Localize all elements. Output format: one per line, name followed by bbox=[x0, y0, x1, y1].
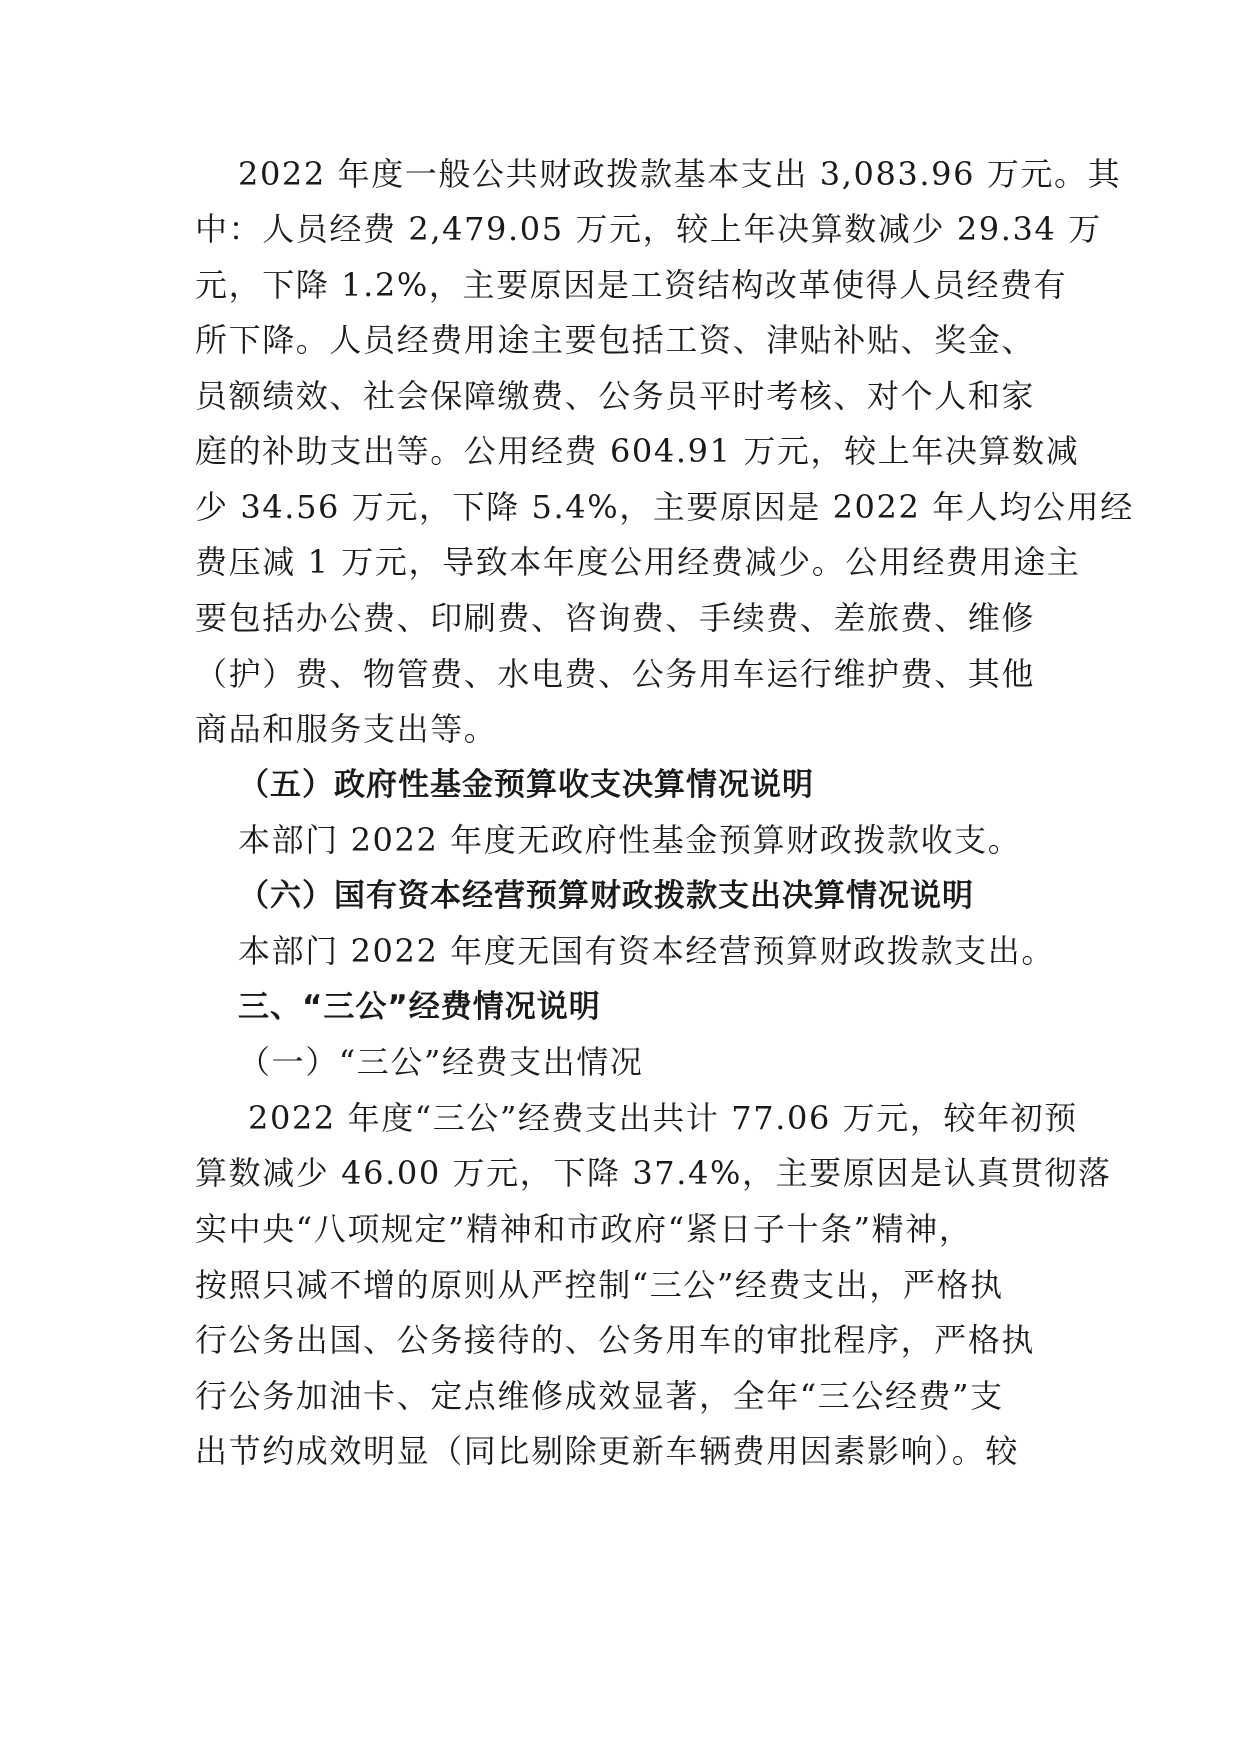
chapter-heading-3: 三、“三公”经费情况说明 bbox=[238, 989, 601, 1025]
paragraph-line: 少 34.56 万元，下降 5.4%，主要原因是 2022 年人均公用经 bbox=[195, 488, 1134, 526]
paragraph-line: （护）费、物管费、水电费、公务用车运行维护费、其他 bbox=[195, 655, 1036, 693]
paragraph-line: 实中央“八项规定”精神和市政府“紧日子十条”精神， bbox=[195, 1210, 973, 1248]
paragraph-line: 商品和服务支出等。 bbox=[195, 710, 498, 748]
paragraph-line: 出节约成效明显（同比剔除更新车辆费用因素影响）。较 bbox=[195, 1432, 1020, 1470]
paragraph-line: 员额绩效、社会保障缴费、公务员平时考核、对个人和家 bbox=[195, 377, 1036, 415]
paragraph-line: 按照只减不增的原则从严控制“三公”经费支出，严格执 bbox=[195, 1266, 1004, 1304]
paragraph-line: 行公务加油卡、定点维修成效显著，全年“三公经费”支 bbox=[195, 1377, 1004, 1415]
paragraph-line: 庭的补助支出等。公用经费 604.91 万元，较上年决算数减 bbox=[195, 432, 1080, 470]
paragraph-line: 要包括办公费、印刷费、咨询费、手续费、差旅费、维修 bbox=[195, 599, 1036, 637]
paragraph-line: 所下降。人员经费用途主要包括工资、津贴补贴、奖金、 bbox=[195, 321, 1036, 359]
paragraph-line: 费压减 1 万元，导致本年度公用经费减少。公用经费用途主 bbox=[195, 543, 1081, 581]
paragraph-line: 本部门 2022 年度无国有资本经营预算财政拨款支出。 bbox=[238, 932, 1055, 970]
paragraph-line: 2022 年度“三公”经费支出共计 77.06 万元，较年初预 bbox=[248, 1099, 1078, 1137]
section-heading-5: （五）政府性基金预算收支决算情况说明 bbox=[238, 767, 814, 803]
paragraph-line: 本部门 2022 年度无政府性基金预算财政拨款收支。 bbox=[238, 821, 1022, 859]
paragraph-line: 行公务出国、公务接待的、公务用车的审批程序，严格执 bbox=[195, 1321, 1036, 1359]
paragraph-line: 中：人员经费 2,479.05 万元，较上年决算数减少 29.34 万 bbox=[195, 210, 1102, 248]
section-heading-6: （六）国有资本经营预算财政拨款支出决算情况说明 bbox=[238, 878, 974, 914]
paragraph-line: 2022 年度一般公共财政拨款基本支出 3,083.96 万元。其 bbox=[238, 155, 1122, 193]
paragraph-line: 算数减少 46.00 万元，下降 37.4%，主要原因是认真贯彻落 bbox=[195, 1154, 1112, 1192]
paragraph-line: 元，下降 1.2%，主要原因是工资结构改革使得人员经费有 bbox=[195, 266, 1068, 304]
subsection-heading-1: （一）“三公”经费支出情况 bbox=[238, 1043, 644, 1081]
